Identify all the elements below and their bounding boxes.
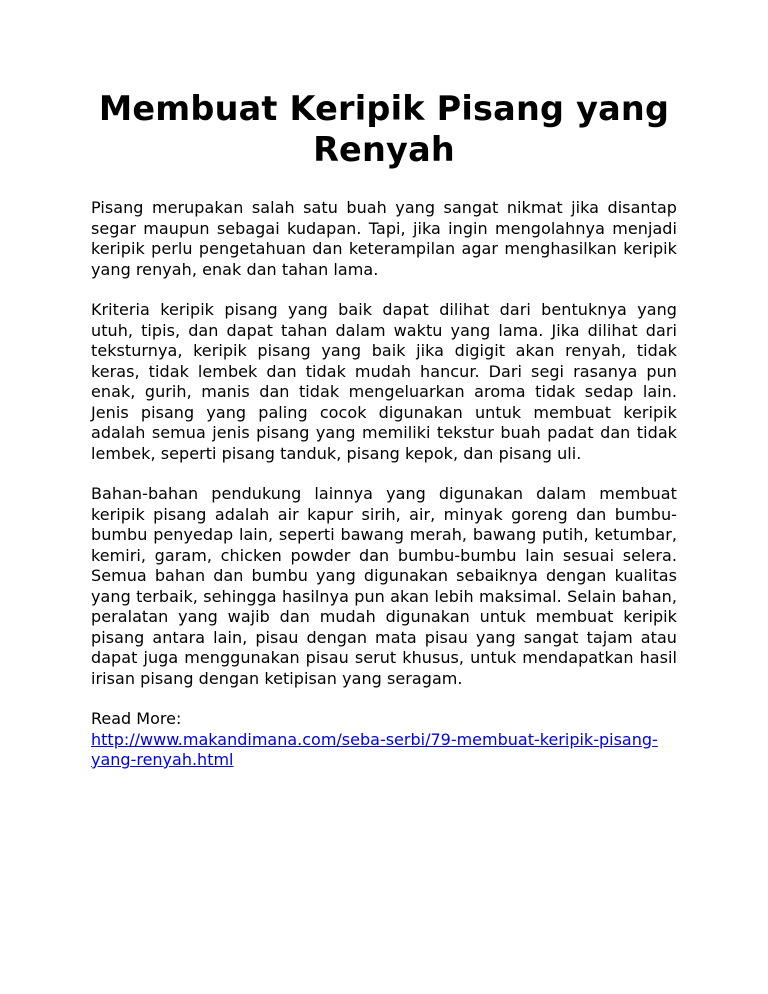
document-title: Membuat Keripik Pisang yang Renyah [98, 89, 670, 169]
document-page [91, 88, 677, 771]
read-more-section [91, 709, 677, 771]
paragraph-ingredients: Bahan-bahan pendukung lainnya yang digunakan dalam membuat keripik pisang adalah air kapur sirih, air, minyak goreng dan bumbu-bumbu penyedap lain, seperti bawang merah, bawang putih, ketumbar, kemiri, garam, chicken powder dan bumbu-bumbu lain sesuai selera. Semua bahan dan bumbu yang digunakan sebaiknya dengan kualitas yang terbaik, sehingga hasilnya pun akan lebih maksimal. Selain bahan, peralatan yang wajib dan mudah digunakan untuk membuat keripik pisang antara lain, pisau dengan mata pisau yang sangat tajam atau dapat juga menggunakan pisau serut khusus, untuk mendapatkan hasil irisan pisang dengan ketipisan yang seragam. [91, 484, 677, 688]
paragraph-criteria: Kriteria keripik pisang yang baik dapat dilihat dari bentuknya yang utuh, tipis, dan dapat tahan dalam waktu yang lama. Jika dilihat dari teksturnya, keripik pisang yang baik jika digigit akan renyah, tidak keras, tidak lembek dan tidak mudah hancur. Dari segi rasanya pun enak, gurih, manis dan tidak mengeluarkan aroma tidak sedap lain. Jenis pisang yang paling cocok digunakan untuk membuat keripik adalah semua jenis pisang yang memiliki tekstur buah padat dan tidak lembek, seperti pisang tanduk, pisang kepok, dan pisang uli. [91, 300, 677, 463]
read-more-link[interactable]: http://www.makandimana.com/seba-serbi/79-membuat-keripik-pisang-yang-renyah.html [91, 729, 658, 769]
read-more-label: Read More: [91, 709, 182, 728]
paragraph-intro: Pisang merupakan salah satu buah yang sangat nikmat jika disantap segar maupun sebagai kudapan. Tapi, jika ingin mengolahnya menjadi keripik perlu pengetahuan dan keterampilan agar menghasilkan keripik yang renyah, enak dan tahan lama. [91, 198, 677, 279]
